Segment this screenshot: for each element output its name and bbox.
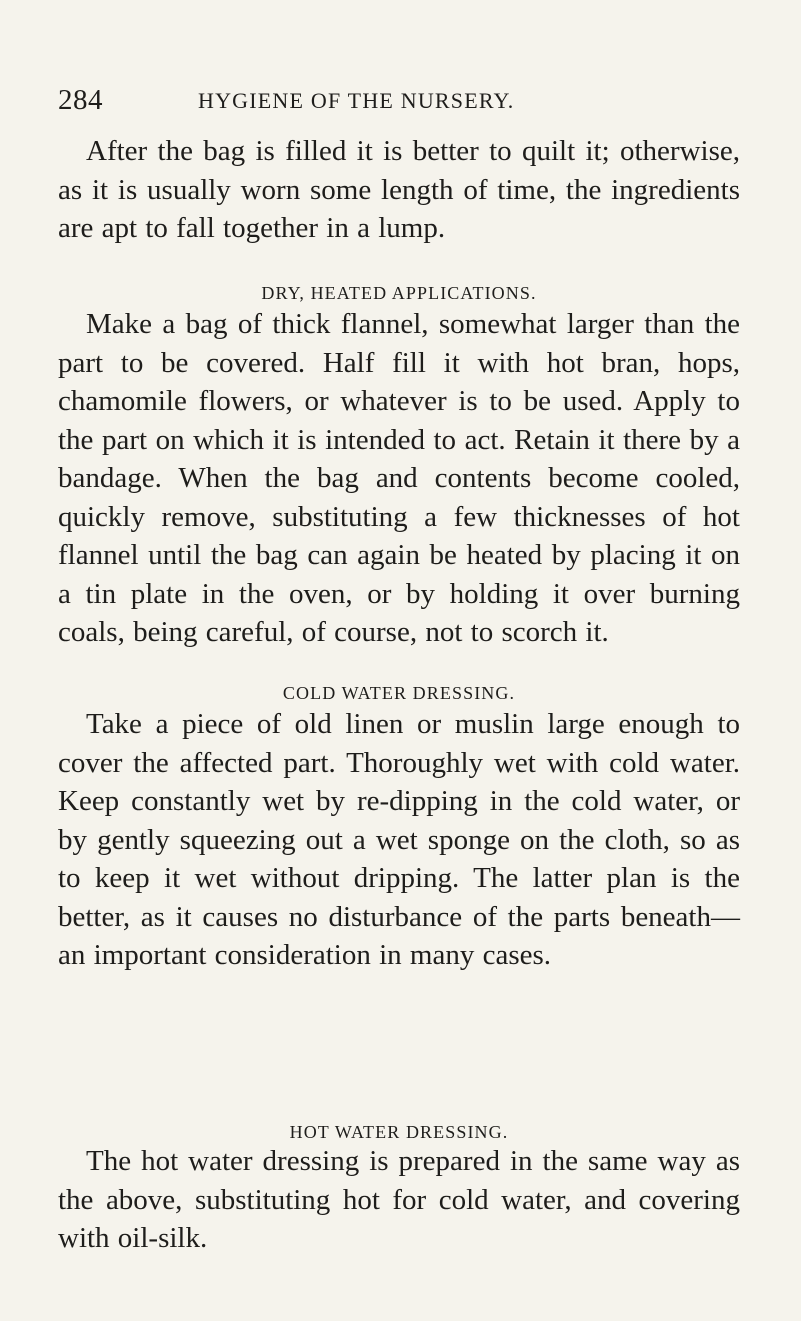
section-heading-dry: DRY, HEATED APPLICATIONS. xyxy=(261,283,537,303)
paragraph-intro-text: After the bag is filled it is better to quilt it; otherwise, as it is usually worn some length of time, the ingredients are apt to fall together in a lump. xyxy=(58,135,740,244)
paragraph-cold-text: Take a piece of old linen or muslin large enough to cover the affected part. Thoroughly wet with cold water. Keep constantly wet by re-dipping in the cold water, or by gently squeezing out a wet sponge on the cloth, so as to keep it wet without dripping. The latter plan is the better, as it causes no disturbance of the parts beneath—an important consideration in many cases. xyxy=(58,708,740,971)
page-header xyxy=(58,84,738,120)
section-heading-cold: COLD WATER DRESSING. xyxy=(282,683,516,703)
paragraph-hot-text: The hot water dressing is prepared in the same way as the above, substituting hot for cold water, and covering with oil-silk. xyxy=(58,1145,740,1254)
paragraph-intro xyxy=(58,132,740,248)
page-number: 284 xyxy=(58,84,103,116)
section-heading-hot: HOT WATER DRESSING. xyxy=(289,1122,509,1142)
paragraph-hot xyxy=(58,1142,740,1258)
paragraph-dry-text: Make a bag of thick flannel, somewhat larger than the part to be covered. Half fill it with hot bran, hops, chamomile flowers, or whatever is to be used. Apply to the part on which it is intended to act. Retain it there by a bandage. When the bag and contents become cooled, quickly remove, substituting a few thicknesses of hot flannel until the bag can again be heated by placing it on a tin plate in the oven, or by holding it over burning coals, being careful, of course, not to scorch it. xyxy=(58,308,740,648)
paragraph-dry xyxy=(58,305,740,652)
paragraph-cold xyxy=(58,705,740,975)
running-head: HYGIENE OF THE NURSERY. xyxy=(198,88,515,113)
